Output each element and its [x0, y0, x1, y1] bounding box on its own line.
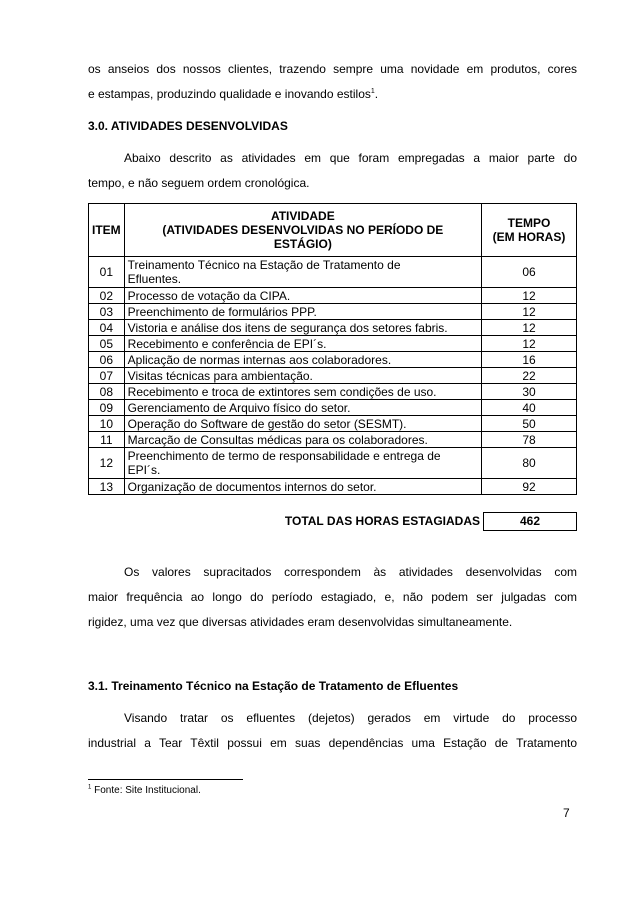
row-activity-description — [124, 416, 481, 432]
row-item-number: 07 — [89, 368, 125, 384]
row-item-number: 08 — [89, 384, 125, 400]
para3-line-2: maior frequência ao longo do período estagiado, e, não podem ser julgadas com — [88, 590, 577, 604]
table-row — [89, 368, 577, 384]
row-item-number: 01 — [89, 257, 125, 288]
table-row — [89, 448, 577, 479]
row-item-number: 11 — [89, 432, 125, 448]
table-row — [89, 400, 577, 416]
para2-line-2: tempo, e não seguem ordem cronológica. — [88, 176, 310, 190]
intro-line-1: os anseios dos nossos clientes, trazendo sempre uma novidade em produtos, cores — [88, 62, 577, 76]
row-item-number: 05 — [89, 336, 125, 352]
row-hours: 50 — [482, 416, 577, 432]
row-activity-description — [124, 320, 481, 336]
row-activity-description — [124, 400, 481, 416]
total-hours-label: TOTAL DAS HORAS ESTAGIADAS — [284, 514, 480, 528]
header-time — [482, 204, 577, 257]
para2-line-1: Abaixo descrito as atividades em que foram empregadas a maior parte do — [124, 151, 577, 165]
row-activity-line1: Visitas técnicas para ambientação. — [127, 368, 313, 383]
table-row — [89, 479, 577, 495]
row-activity-line1: Vistoria e análise dos itens de segurança dos setores fabris. — [127, 320, 448, 335]
table-row — [89, 416, 577, 432]
row-activity-description — [124, 257, 481, 288]
row-item-number: 03 — [89, 304, 125, 320]
intro-line-2 — [88, 82, 577, 107]
footnote-mark: 1 — [88, 784, 92, 791]
table-row — [89, 336, 577, 352]
total-hours-value: 462 — [483, 512, 577, 531]
header-activity-line1: ATIVIDADE — [270, 209, 335, 223]
activities-table — [88, 203, 577, 495]
row-activity-line1: Aplicação de normas internas aos colaboradores. — [127, 352, 392, 367]
para4-line-2: industrial a Tear Têxtil possui em suas dependências uma Estação de Tratamento — [88, 736, 577, 750]
para3-line-3: rigidez, uma vez que diversas atividades eram desenvolvidas simultaneamente. — [88, 615, 513, 629]
header-activity-line3: ESTÁGIO) — [273, 237, 332, 251]
row-item-number: 09 — [89, 400, 125, 416]
footnote — [88, 784, 201, 798]
row-hours: 80 — [482, 448, 577, 479]
footnote-reference[interactable]: 1 — [370, 88, 375, 95]
row-activity-description — [124, 384, 481, 400]
row-activity-description — [124, 448, 481, 479]
table-row — [89, 288, 577, 304]
table-body — [89, 257, 577, 495]
row-activity-line1: Recebimento e conferência de EPI´s. — [127, 336, 327, 351]
row-hours: 30 — [482, 384, 577, 400]
row-activity-line1: Preenchimento de termo de responsabilidade e entrega de — [127, 449, 441, 463]
row-hours: 40 — [482, 400, 577, 416]
row-hours: 06 — [482, 257, 577, 288]
row-activity-line2: EPI´s. — [127, 463, 161, 477]
row-activity-line1: Recebimento e troca de extintores sem condições de uso. — [127, 384, 437, 399]
row-item-number: 02 — [89, 288, 125, 304]
header-time-line1: TEMPO — [507, 216, 551, 230]
row-hours: 16 — [482, 352, 577, 368]
row-hours: 12 — [482, 336, 577, 352]
row-hours: 12 — [482, 320, 577, 336]
header-time-line2: (EM HORAS) — [492, 230, 566, 244]
row-activity-line1: Gerenciamento de Arquivo físico do setor. — [127, 400, 351, 415]
footnote-separator — [88, 779, 243, 780]
page-number: 7 — [563, 806, 570, 820]
row-activity-line1: Treinamento Técnico na Estação de Tratamento de — [127, 258, 401, 272]
row-item-number: 06 — [89, 352, 125, 368]
table-row — [89, 352, 577, 368]
row-activity-description — [124, 352, 481, 368]
row-hours: 12 — [482, 288, 577, 304]
row-activity-description — [124, 368, 481, 384]
row-item-number: 13 — [89, 479, 125, 495]
table-row — [89, 257, 577, 288]
section-heading: 3.0. ATIVIDADES DESENVOLVIDAS — [88, 119, 288, 133]
row-activity-description — [124, 432, 481, 448]
para4-line-1: Visando tratar os efluentes (dejetos) gerados em virtude do processo — [124, 711, 577, 725]
table-header-row — [89, 204, 577, 257]
header-item: ITEM — [89, 204, 125, 257]
table-row — [89, 384, 577, 400]
row-item-number: 04 — [89, 320, 125, 336]
row-activity-line1: Processo de votação da CIPA. — [127, 288, 291, 303]
row-item-number: 12 — [89, 448, 125, 479]
row-activity-description — [124, 288, 481, 304]
row-activity-line1: Organização de documentos internos do setor. — [127, 479, 377, 494]
row-activity-line1: Operação do Software de gestão do setor (SESMT). — [127, 416, 407, 431]
table-row — [89, 432, 577, 448]
row-hours: 92 — [482, 479, 577, 495]
footnote-text: Fonte: Site Institucional. — [94, 785, 201, 796]
subsection-heading: 3.1. Treinamento Técnico na Estação de Tratamento de Efluentes — [88, 679, 459, 693]
intro-line-2-end: . — [374, 87, 379, 101]
row-hours: 12 — [482, 304, 577, 320]
table-row — [89, 320, 577, 336]
table-row — [89, 304, 577, 320]
para3-line-1: Os valores supracitados correspondem às atividades desenvolvidas com — [124, 565, 577, 579]
row-item-number: 10 — [89, 416, 125, 432]
row-activity-line2: Efluentes. — [127, 272, 182, 286]
header-activity — [124, 204, 481, 257]
row-activity-line1: Preenchimento de formulários PPP. — [127, 304, 317, 319]
row-activity-description — [124, 304, 481, 320]
row-hours: 22 — [482, 368, 577, 384]
row-activity-line1: Marcação de Consultas médicas para os colaboradores. — [127, 432, 428, 447]
row-activity-description — [124, 336, 481, 352]
row-hours: 78 — [482, 432, 577, 448]
row-activity-description — [124, 479, 481, 495]
intro-line-2-text: e estampas, produzindo qualidade e inovando estilos — [88, 87, 371, 101]
header-activity-line2: (ATIVIDADES DESENVOLVIDAS NO PERÍODO DE — [162, 223, 444, 237]
